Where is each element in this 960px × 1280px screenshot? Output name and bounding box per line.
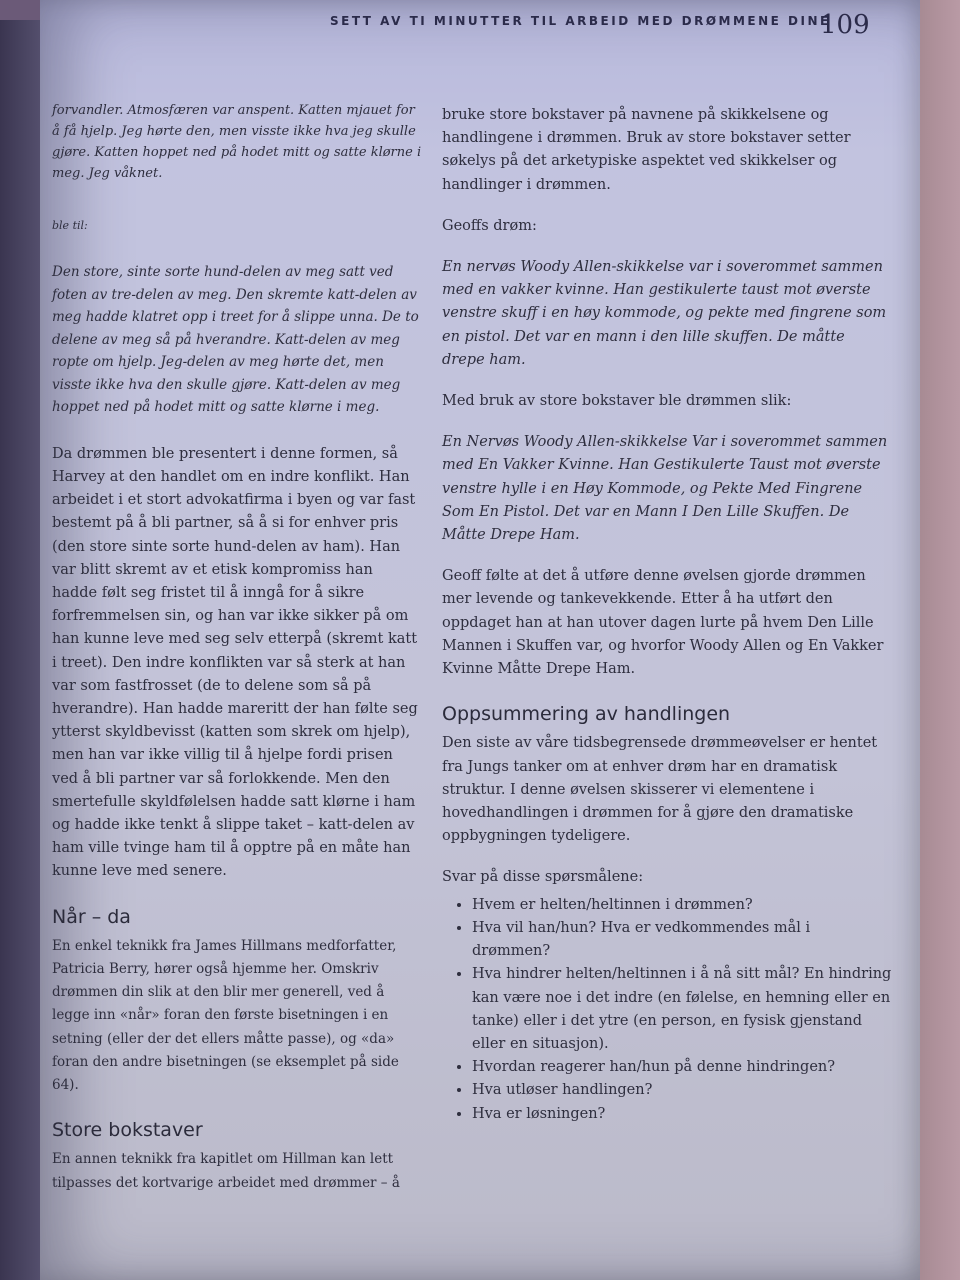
- heading-store-bokstaver: Store bokstaver: [52, 1119, 203, 1142]
- right-column: [442, 104, 892, 1126]
- running-header: SETT AV TI MINUTTER TIL ARBEID MED DRØMMENE DINE: [330, 14, 831, 28]
- label-geoffs-drom: Geoffs drøm:: [442, 217, 537, 234]
- geoff-reflection-paragraph: Geoff følte at det å utføre denne øvelsen gjorde drømmen mer levende og tankevekkende. Etter å ha utført den oppdaget han at han utover dagen lurte på hvem Den Lille Mannen i Skuffen var, og hvorfor Woody Allen og En Vakker Kvinne Måtte Drepe Ham.: [442, 568, 884, 678]
- left-column: [52, 100, 422, 1213]
- list-item: • Hva vil han/hun? Hva er vedkommendes mål i drømmen?: [472, 917, 892, 963]
- list-item: • Hva hindrer helten/heltinnen i å nå sitt mål? En hindring kan være noe i det indre (en følelse, en hemning eller en tanke) eller i det ytre (en person, en fysisk gjenstand eller en situasjon).: [472, 963, 892, 1056]
- list-item: • Hva er løsningen?: [472, 1103, 892, 1126]
- list-item: • Hvem er helten/heltinnen i drømmen?: [472, 894, 892, 917]
- questions-list: [442, 894, 892, 1126]
- heading-oppsummering: Oppsummering av handlingen: [442, 703, 731, 726]
- dream-quote-rewritten: Den store, sinte sorte hund-delen av meg satt ved foten av tre-delen av meg. Den skremte katt-delen av meg hadde klatret opp i treet for å slippe unna. De to delene av meg så på hverandre. Katt-delen av meg ropte om hjelp. Jeg-delen av meg hørte det, men visste ikke hva den skulle gjøre. Katt-delen av meg hoppet ned på hodet mitt og satte klørne i meg.: [52, 264, 419, 416]
- store-bokstaver-paragraph: En annen teknikk fra kapitlet om Hillman kan lett tilpasses det kortvarige arbeidet med drømmer – å: [52, 1151, 400, 1191]
- book-page: [40, 0, 920, 1280]
- page-number: 109: [820, 10, 870, 40]
- oppsummering-paragraph: Den siste av våre tidsbegrensede drømmeøvelser er hentet fra Jungs tanker om at enhver drøm har en dramatisk struktur. I denne øvelsen skisserer vi elementene i hovedhandlingen i drømmen for å gjøre den dramatiske oppbygningen tydeligere.: [442, 735, 878, 845]
- list-item: • Hva utløser handlingen?: [472, 1079, 892, 1102]
- questions-intro: Svar på disse spørsmålene:: [442, 869, 644, 886]
- list-item: • Hvordan reagerer han/hun på denne hindringen?: [472, 1056, 892, 1079]
- dream-quote-original: forvandler. Atmosfæren var anspent. Katten mjauet for å få hjelp. Jeg hørte den, men visste ikke hva jeg skulle gjøre. Katten hoppet ned på hodet mitt og satte klørne i meg. Jeg våknet.: [52, 103, 422, 181]
- continued-paragraph: bruke store bokstaver på navnene på skikkelsene og handlingene i drømmen. Bruk av store bokstaver setter søkelys på det arketypiske aspektet ved skikkelser og handlinger i drømmen.: [442, 107, 851, 193]
- heading-naar-da: Når – da: [52, 905, 131, 928]
- geoff-dream-original: En nervøs Woody Allen-skikkelse var i soverommet sammen med en vakker kvinne. Han gestikulerte taust mot øverste venstre skuff i en høy kommode, og pekte med fingrene som en pistol. Det var en mann i den lille skuffen. De måtte drepe ham.: [442, 259, 887, 368]
- naar-da-paragraph: En enkel teknikk fra James Hillmans medforfatter, Patricia Berry, hører også hjemme her. Omskriv drømmen din slik at den blir mer generell, ved å legge inn «når» foran den første bisetningen i en setning (eller der det ellers måtte passe), og «da» foran den andre bisetningen (se eksemplet på side 64).: [52, 937, 399, 1093]
- label-ble-til: ble til:: [52, 219, 88, 232]
- harvey-paragraph: Da drømmen ble presentert i denne formen, så Harvey at den handlet om en indre konflikt. Han arbeidet i et stort advokatfirma i byen og var fast bestemt på å bli partner, så å si for enhver pris (den store sinte sorte hund-delen av ham). Han var blitt skremt av et etisk kompromiss han hadde følt seg fristet til å inngå for å sikre forfremmelsen sin, og han var ikke sikker på om han kunne leve med seg selv etterpå (skremt katt i treet). Den indre konflikten var så sterk at han var som fastfrosset (de to delene som så på hverandre). Han hadde mareritt der han følte seg ytterst skyldbevisst (katten som skrek om hjelp), men han var ikke villig til å hjelpe fordi prisen ved å bli partner var så forlokkende. Men den smertefulle skyldfølelsen hadde satt klørne i ham og hadde ikke tenkt å slippe taket – katt-delen av ham ville tvinge ham til å opptre på en måte han kunne leve med senere.: [52, 445, 418, 880]
- label-store-bokstaver: Med bruk av store bokstaver ble drømmen slik:: [442, 393, 792, 410]
- geoff-dream-capitalized: En Nervøs Woody Allen-skikkelse Var i soverommet sammen med En Vakker Kvinne. Han Gestikulerte Taust mot øverste venstre hylle i en Høy Kommode, og Pekte Med Fingrene Som En Pistol. Det var en Mann I Den Lille Skuffen. De Måtte Drepe Ham.: [442, 434, 888, 544]
